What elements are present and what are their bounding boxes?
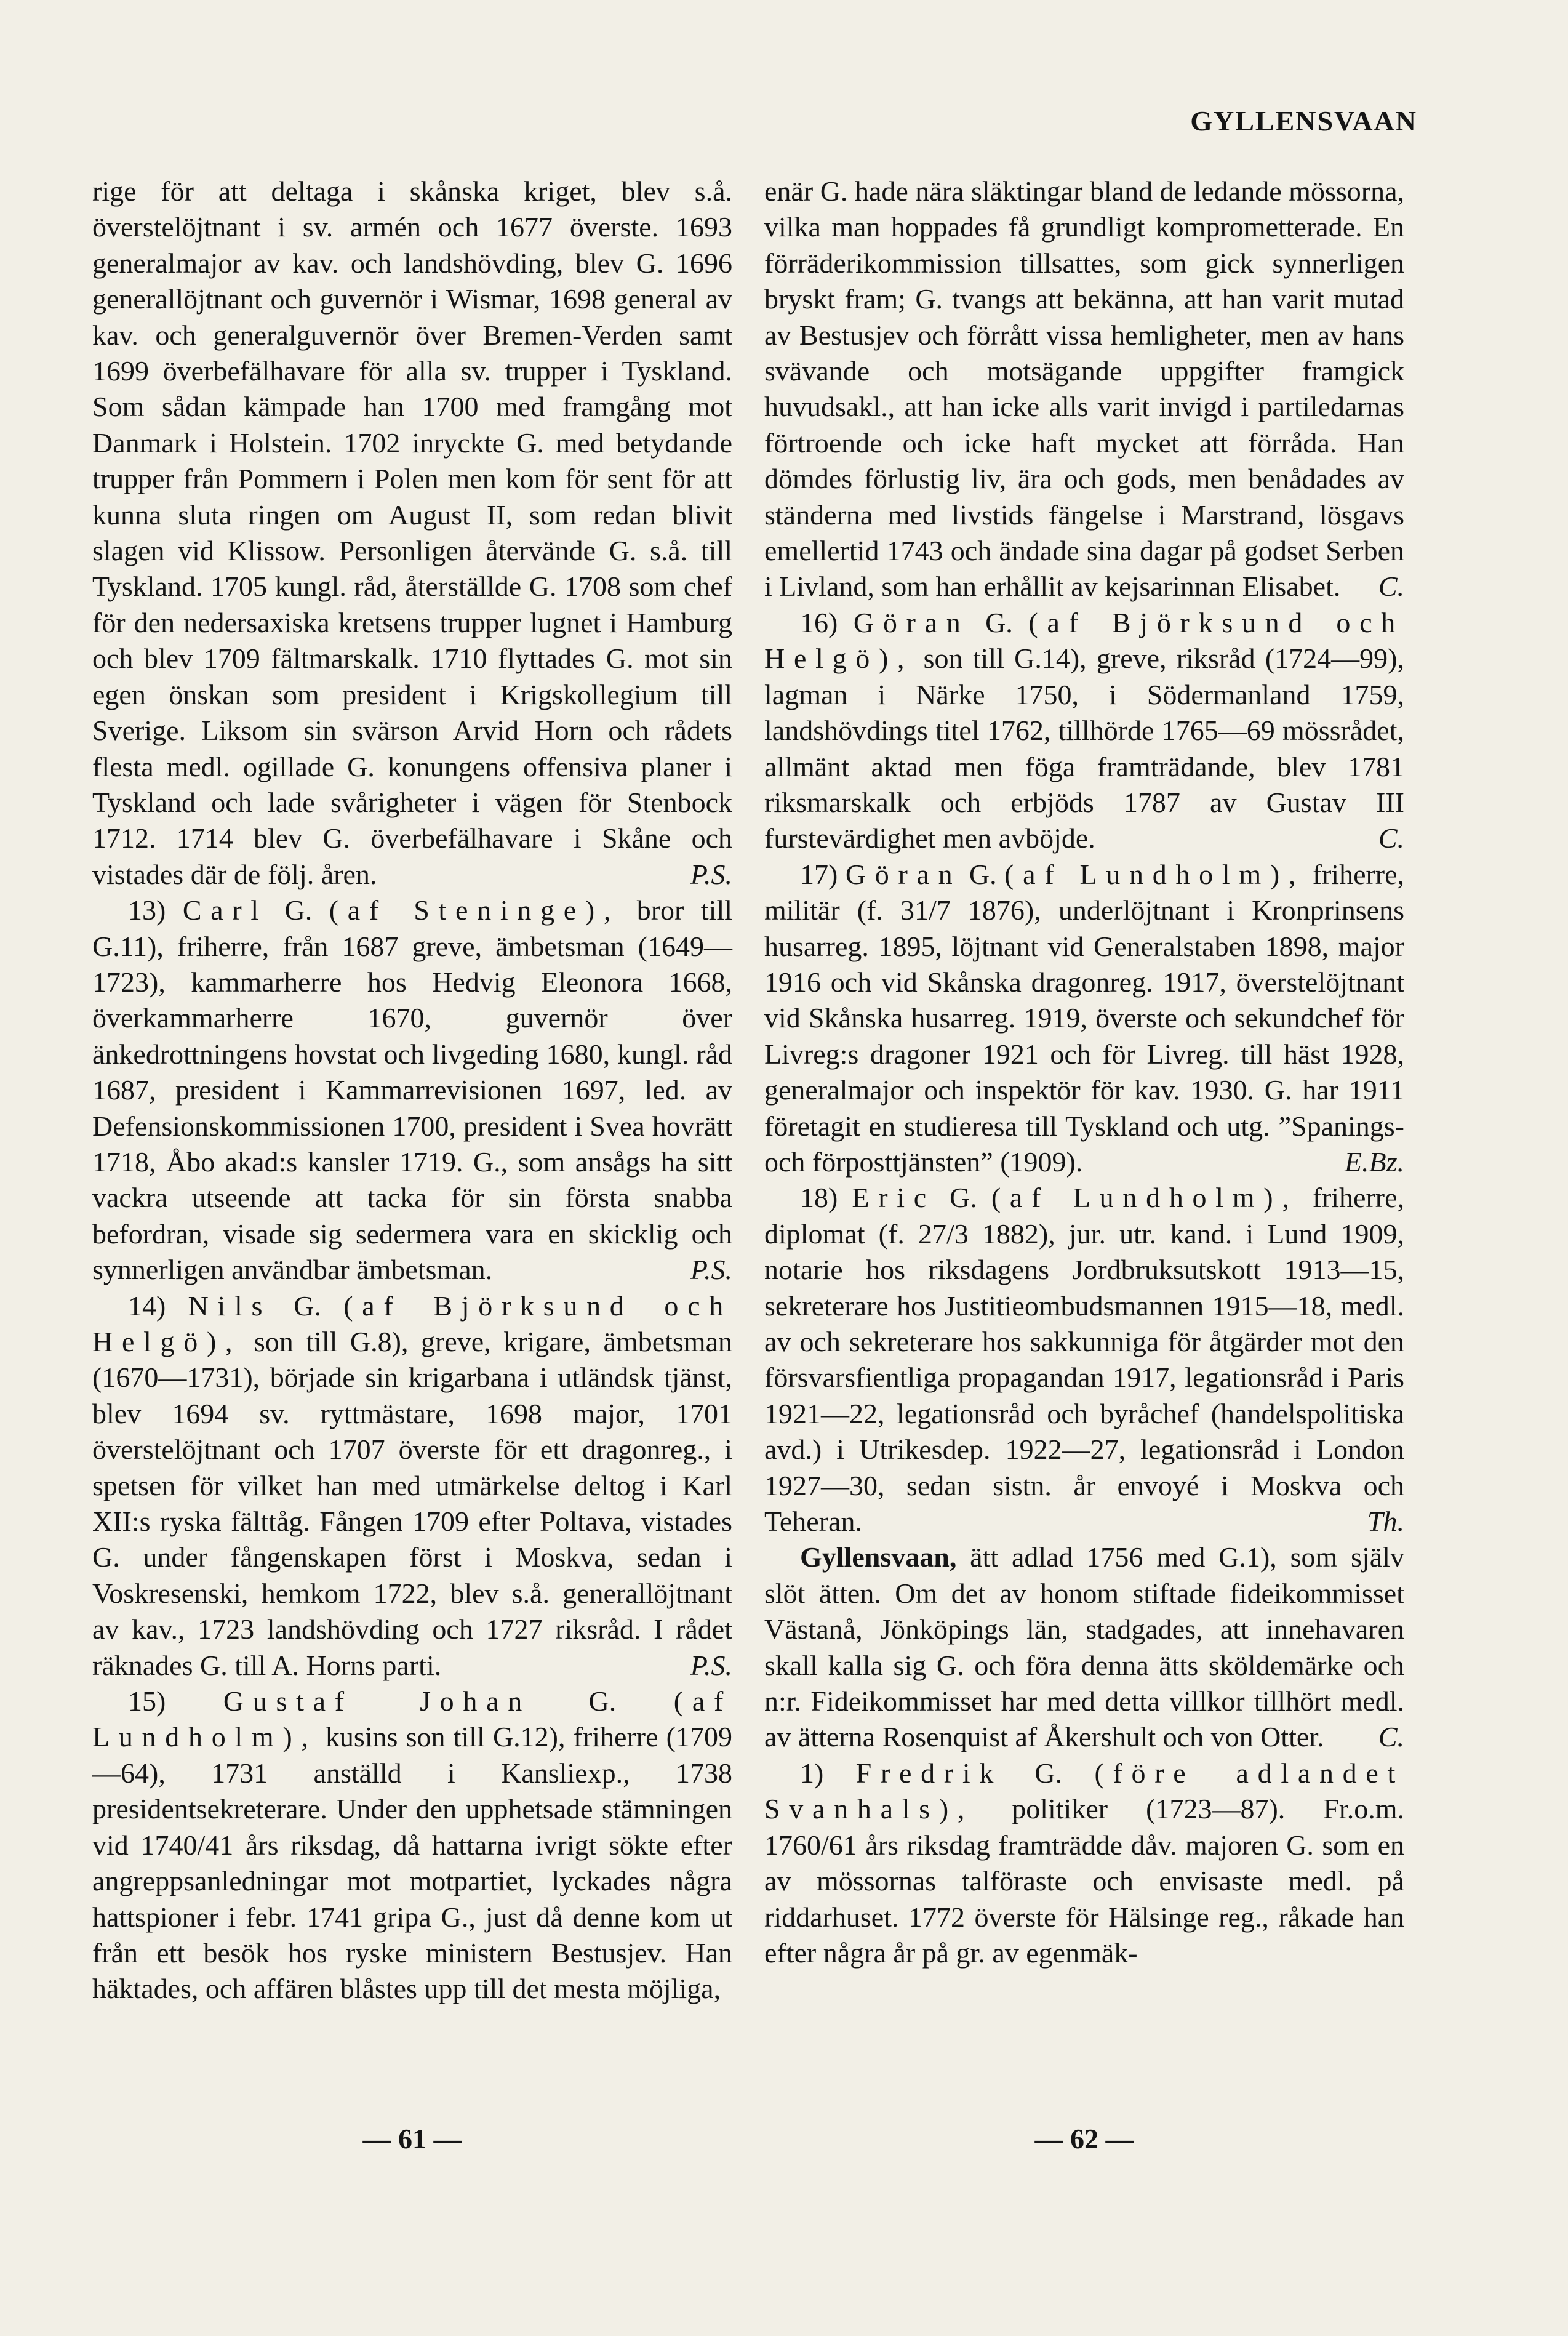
entry-name: Nils bbox=[188, 1290, 272, 1322]
entry-14-nils bbox=[92, 1288, 732, 1684]
entry-number: 14) bbox=[128, 1290, 166, 1322]
entry-initial: G. bbox=[969, 858, 997, 890]
entry-branch: (före adlandet Svanhals), bbox=[764, 1757, 1405, 1825]
entry-branch: (af Björksund och Helgö), bbox=[92, 1290, 733, 1357]
entry-number: 17) bbox=[800, 858, 838, 890]
entry-branch: (af Lundholm), bbox=[1004, 858, 1305, 890]
continued-entry-paragraph bbox=[92, 174, 732, 893]
entry-initial: G. bbox=[950, 1182, 977, 1214]
entry-text: bror till G.11), friherre, från 1687 greve, ämbetsman (1649—1723), kammarherre hos Hedvig Eleonora 1668, överkammarherre 1670, guvernör över änkedrottningens hovstat och livgeding 1680, kungl. råd 1687, president i Kammarrevisionen 1697, led. av Defensionskommissionen 1700, president i Svea hovrätt 1718, Åbo akad:s kansler 1719. G., som ansågs ha sitt vackra utseende att tacka för sin första snabba befordran, visade sig sedermera vara en skicklig och synnerligen användbar ämbetsman. bbox=[92, 894, 733, 1286]
family-headword: Gyllensvaan, bbox=[800, 1541, 957, 1573]
entry-initial: G. bbox=[1034, 1757, 1063, 1789]
entry-initial: G. bbox=[588, 1685, 617, 1717]
birth-date: 27/3 bbox=[918, 1218, 969, 1250]
entry-1-fredrik bbox=[764, 1756, 1404, 1971]
author-signature: C. bbox=[1378, 1721, 1404, 1753]
entry-initial: G. bbox=[284, 894, 313, 926]
page-number-right: — 62 — bbox=[1034, 2123, 1134, 2154]
entry-text: son till G.14), greve, riksråd (1724—99), lagman i Närke 1750, i Södermanland 1759, landshövdings titel 1762, tillhörde 1765—69 mössrådet, allmänt aktad men föga framträdande, blev 1781 riksmarskalk och erbjöds 1787 av Gustav III furstevärdighet men avböjde. bbox=[764, 643, 1405, 854]
entry-text: friherre, diplomat (f. bbox=[764, 1182, 1405, 1250]
author-signature: E.Bz. bbox=[1344, 1146, 1404, 1178]
author-signature: P.S. bbox=[690, 858, 732, 890]
entry-number: 13) bbox=[128, 894, 166, 926]
author-signature: P.S. bbox=[690, 1649, 732, 1681]
birth-date: 31/7 bbox=[900, 894, 951, 926]
entry-text-continued: 1876), underlöjtnant i Kronprinsens husarreg. 1895, löjtnant vid Generalstaben 1898, major 1916 och vid Skånska dragonreg. 1917, överstelöjtnant vid Skånska husarreg. 1919, överste och sekundchef för Livreg:s dragoner 1921 och för Livreg. till häst 1928, generalmajor och inspektör för kav. 1930. G. har 1911 företagit en studieresa till Tyskland och utg. ”Spanings- och förposttjänsten” (1909). bbox=[764, 894, 1405, 1178]
page-number-left: — 61 — bbox=[362, 2123, 462, 2154]
entry-name: Göran bbox=[845, 858, 962, 890]
entry-15-gustaf-johan bbox=[92, 1684, 732, 2007]
author-signature: Th. bbox=[1367, 1506, 1404, 1538]
entry-name: Göran bbox=[853, 606, 970, 638]
entry-name: Fredrik bbox=[855, 1757, 1003, 1789]
entry-13-carl bbox=[92, 893, 732, 1288]
entry-initial: G. bbox=[985, 606, 1013, 638]
entry-number: 1) bbox=[800, 1757, 824, 1789]
family-entry-gyllensvaan bbox=[764, 1539, 1404, 1755]
left-column bbox=[92, 174, 732, 2007]
running-title: GYLLENSVAAN bbox=[1190, 105, 1417, 137]
entry-17-goran bbox=[764, 857, 1404, 1181]
entry-branch: (af Lundholm), bbox=[92, 1685, 732, 1753]
entry-name: Eric bbox=[852, 1182, 935, 1214]
entry-text: enär G. hade nära släktingar bland de ledande mössorna, vilka man hoppades få grundligt komprometterade. En förräderikommission tillsattes, som gick synnerligen bryskt fram; G. tvangs att bekänna, att han varit mutad av Bestusjev och förrått vissa hemligheter, men av hans svävande och motsägande uppgifter framgick huvudsakl., att han icke alls varit invigd i partiledarnas förtroende och icke haft mycket att förråda. Han dömdes förlustig liv, ära och gods, men benådades av ständerna med livstids fängelse i Marstrand, lösgavs emellertid 1743 och ändade sina dagar på godset Serben i Livland, som han erhållit av kejsarinnan Elisabet. bbox=[764, 175, 1404, 603]
entry-18-eric bbox=[764, 1180, 1404, 1539]
entry-name: Carl bbox=[182, 894, 268, 926]
entry-text-continued: 1882), jur. utr. kand. i Lund 1909, notarie hos riksdagens Jordbruksutskott 1913—15, sekreterare hos Justitieombudsmannen 1915—18, medl. av och sekreterare hos sakkunniga för åtgärder mot den försvarsfientliga propagandan 1917, legationsråd i Paris 1921—22, legationsråd och byråchef (handelspolitiska avd.) i Utrikesdep. 1922—27, legationsråd i London 1927—30, sedan sistn. år envoyé i Moskva och Teheran. bbox=[764, 1218, 1405, 1538]
entry-text: kusins son till G.12), friherre (1709—64), 1731 anställd i Kansliexp., 1738 presidentsekreterare. Under den upphetsade stämningen vid 1740/41 års riksdag, då hattarna ivrigt sökte efter angreppsanledningar mot motpartiet, lyckades några hattspioner i febr. 1741 gripa G., just då denne kom ut från ett besök hos ryske ministern Bestusjev. Han häktades, och affären blåstes upp till det mesta möjliga, bbox=[92, 1721, 733, 2005]
entry-text: ätt adlad 1756 med G.1), som själv slöt ätten. Om det av honom stiftade fideikommisset Västanå, Jönköpings län, stadgades, att innehavaren skall kalla sig G. och föra denna ätts sköldemärke och n:r. Fideikommisset har med detta villkor tillhört medl. av ätterna Rosenquist af Åkershult och von Otter. bbox=[764, 1541, 1404, 1753]
entry-text: friherre, militär (f. bbox=[764, 858, 1405, 926]
entry-initial: G. bbox=[294, 1290, 322, 1322]
entry-branch: (af Steninge), bbox=[329, 894, 620, 926]
entry-number: 16) bbox=[800, 606, 838, 638]
right-column bbox=[764, 174, 1404, 1971]
entry-branch: (af Björksund och Helgö), bbox=[764, 606, 1404, 675]
entry-name: Gustaf Johan bbox=[223, 1685, 531, 1717]
author-signature: P.S. bbox=[690, 1254, 732, 1286]
continued-entry-paragraph bbox=[764, 174, 1404, 605]
entry-number: 18) bbox=[800, 1182, 838, 1214]
author-signature: C. bbox=[1378, 571, 1404, 603]
author-signature: C. bbox=[1378, 822, 1404, 854]
entry-number: 15) bbox=[128, 1685, 166, 1717]
entry-text: rige för att deltaga i skånska kriget, blev s.å. överstelöjtnant i sv. armén och 1677 överste. 1693 generalmajor av kav. och landshövding, blev G. 1696 generallöjtnant och guvernör i Wismar, 1698 general av kav. och generalguvernör över Bremen-Verden samt 1699 överbefälhavare för alla sv. trupper i Tyskland. Som sådan kämpade han 1700 med framgång mot Danmark i Holstein. 1702 inryckte G. med betydande trupper från Pommern i Polen men kom för sent för att kunna sluta ringen om August II, som redan blivit slagen vid Klissow. Personligen återvände G. s.å. till Tyskland. 1705 kungl. råd, återställde G. 1708 som chef för den nedersaxiska kretsens trupper lugnet i Hamburg och blev 1709 fältmarskalk. 1710 flyttades G. mot sin egen önskan som president i Krigskollegium till Sverige. Liksom sin svärson Arvid Horn och rådets flesta medl. ogillade G. konungens offensiva planer i Tyskland och lade svårigheter i vägen för Stenbock 1712. 1714 blev G. överbefälhavare i Skåne och vistades där de följ. åren. bbox=[92, 175, 732, 890]
entry-16-goran bbox=[764, 605, 1404, 857]
entry-text: politiker (1723—87). Fr.o.m. 1760/61 års riksdag framträdde dåv. majoren G. som en av mössornas talföraste och envisaste medl. på riddarhuset. 1772 överste för Hälsinge reg., råkade han efter några år på gr. av egenmäk- bbox=[764, 1793, 1404, 1969]
entry-text: son till G.8), greve, krigare, ämbetsman (1670—1731), började sin krigarbana i utländsk tjänst, blev 1694 sv. ryttmästare, 1698 major, 1701 överstelöjtnant och 1707 överste för ett dragonreg., i spetsen för vilket han med utmärkelse deltog i Karl XII:s ryska fälttåg. Fången 1709 efter Poltava, vistades G. under fångenskapen först i Moskva, sedan i Voskresenski, hemkom 1722, blev s.å. generallöjtnant av kav., 1723 landshövding och 1727 riksråd. I rådet räknades G. till A. Horns parti. bbox=[92, 1326, 732, 1681]
entry-branch: (af Lundholm), bbox=[991, 1182, 1298, 1214]
